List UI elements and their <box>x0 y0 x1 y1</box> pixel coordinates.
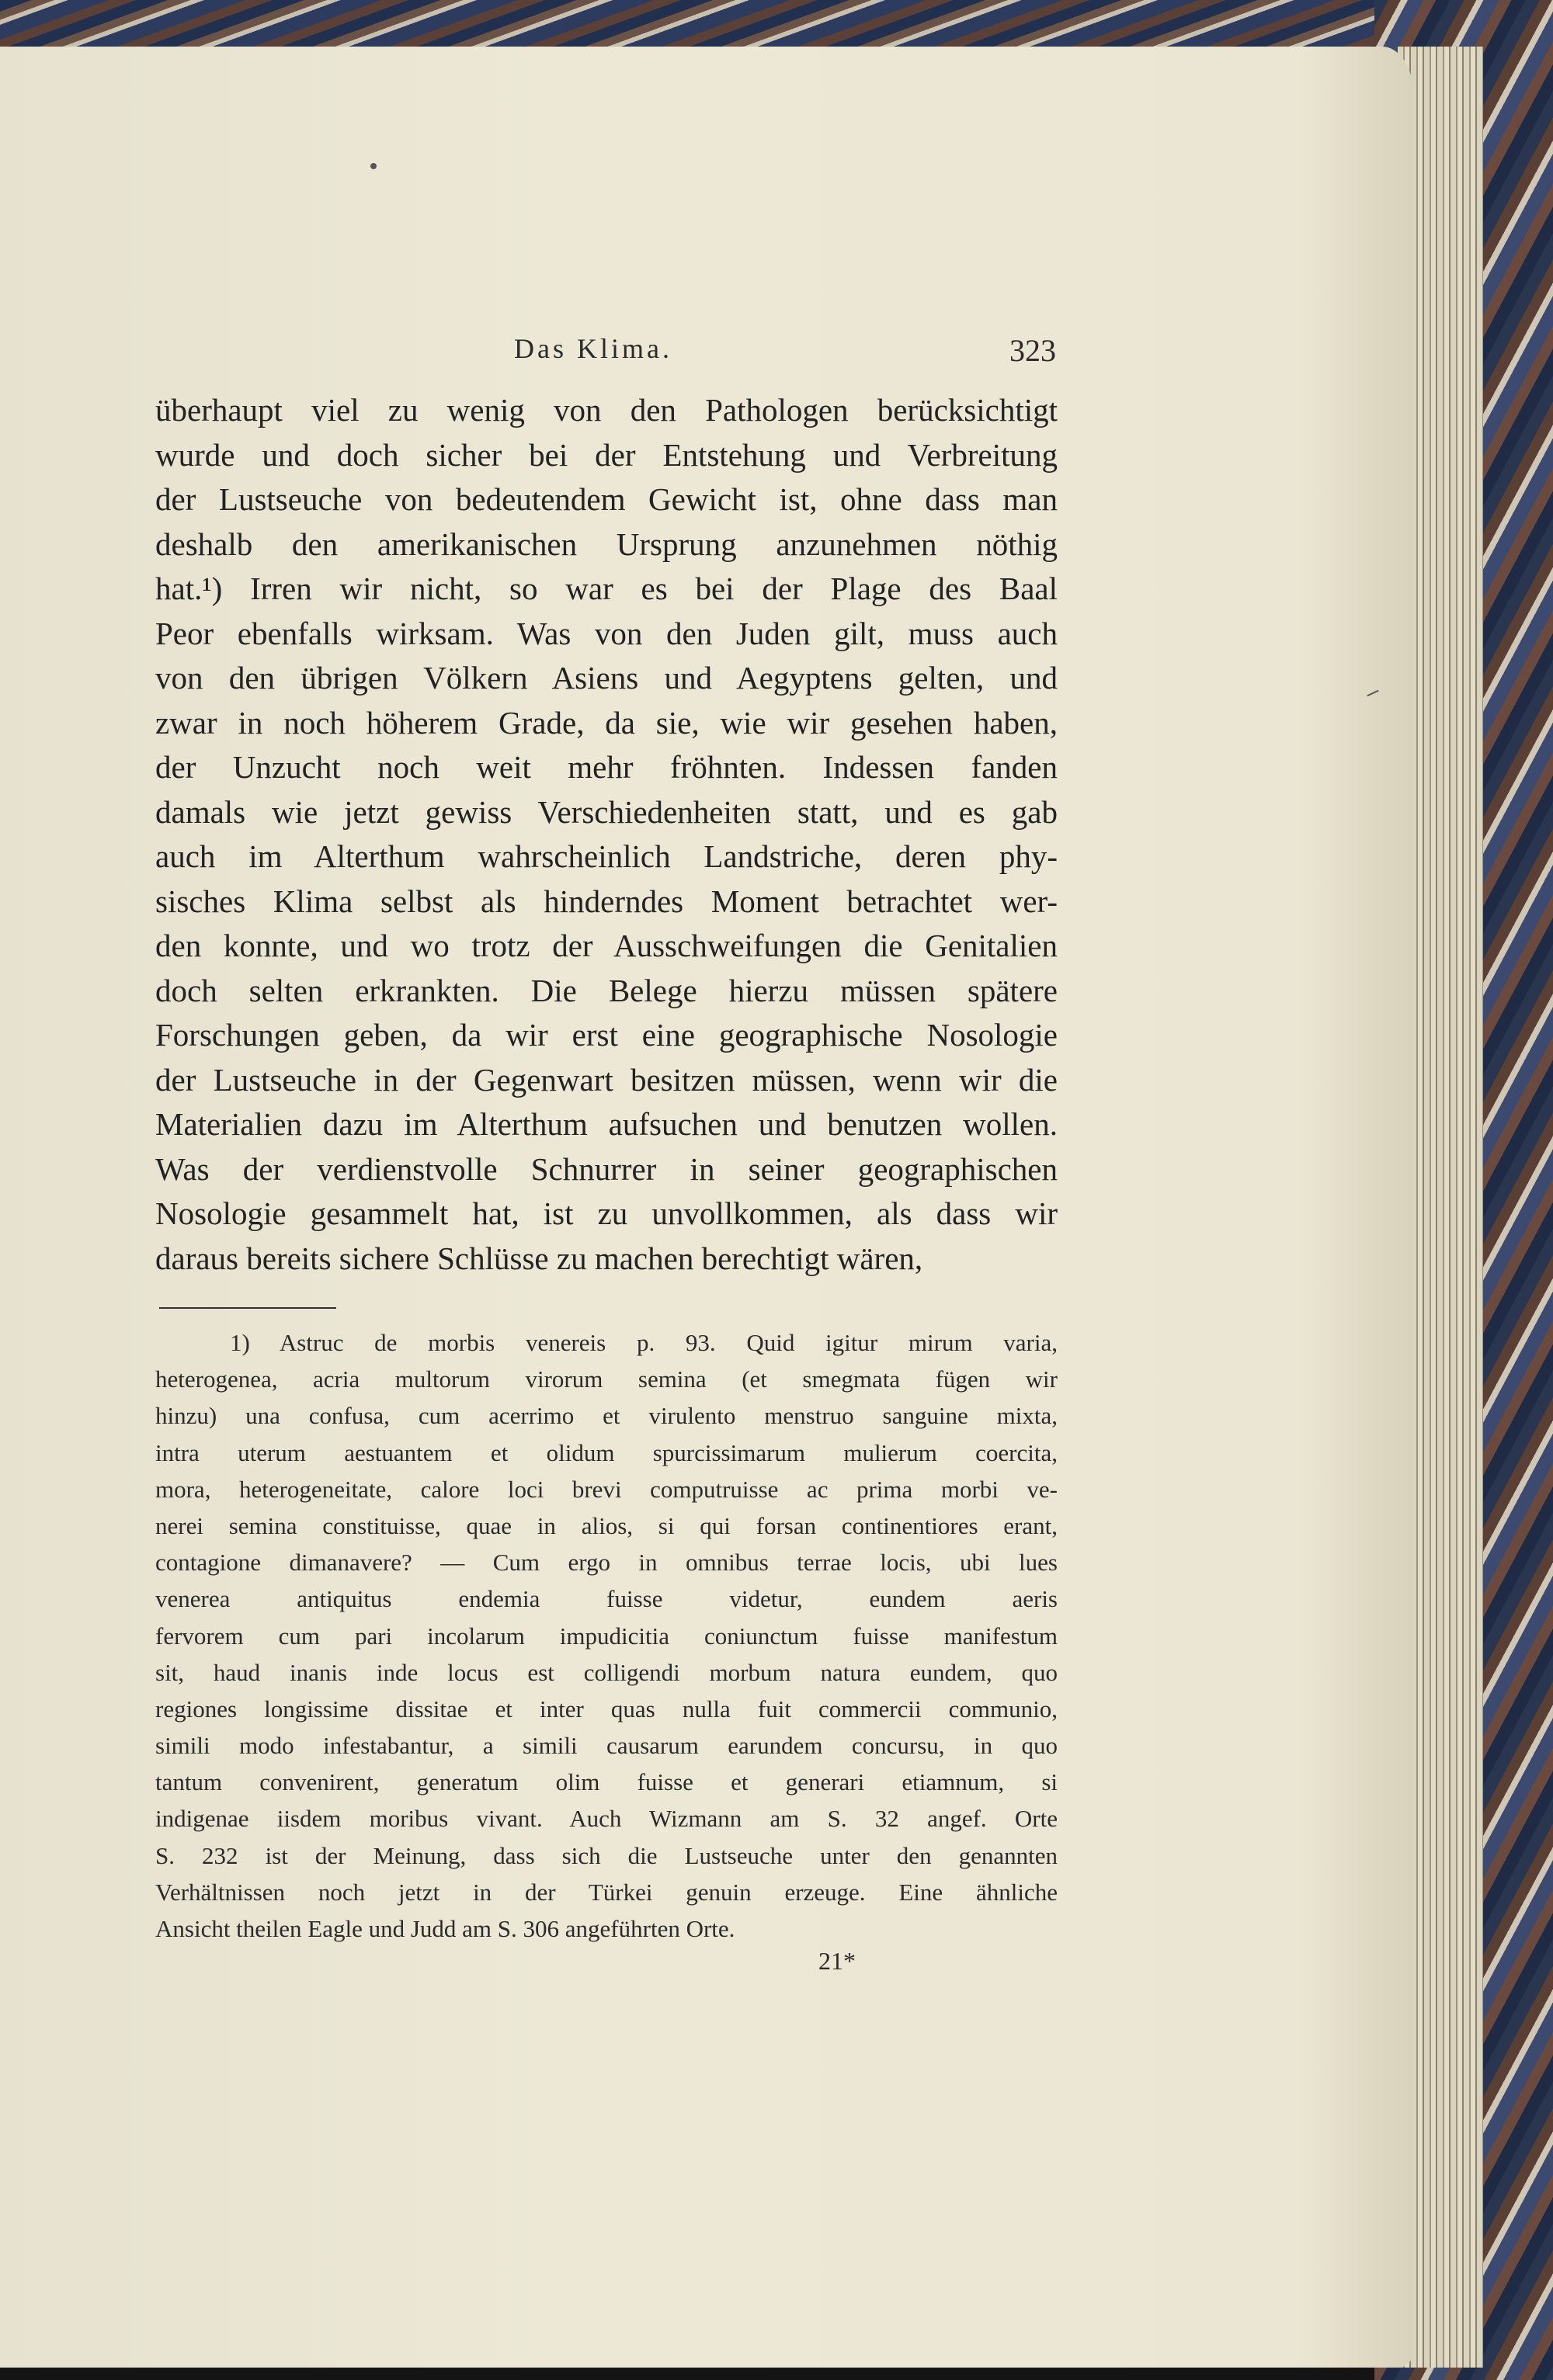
footnote-line: hinzu) una confusa, cum acerrimo et virulento menstruo sanguine mixta, <box>155 1402 1058 1430</box>
footnote-line: intra uterum aestuantem et olidum spurcissimarum mulierum coercita, <box>155 1438 1058 1466</box>
text-line: Was der verdienstvolle Schnurrer in seiner geographischen <box>155 1150 1058 1187</box>
footnote-line: indigenae iisdem moribus vivant. Auch Wizmann am S. 32 angef. Orte <box>155 1805 1058 1833</box>
footnote-line: heterogenea, acria multorum virorum semina (et smegmata fügen wir <box>155 1365 1058 1393</box>
main-text <box>155 388 1058 1281</box>
text-line: damals wie jetzt gewiss Verschiedenheiten statt, und es gab <box>155 793 1058 830</box>
text-line: auch im Alterthum wahrscheinlich Landstriche, deren phy- <box>155 838 1058 874</box>
text-line: zwar in noch höherem Grade, da sie, wie wir gesehen haben, <box>155 704 1058 741</box>
ink-speck <box>370 163 377 169</box>
text-line: sisches Klima selbst als hinderndes Moment betrachtet wer- <box>155 883 1058 919</box>
text-line: Nosologie gesammelt hat, ist zu unvollkommen, als dass wir <box>155 1195 1058 1231</box>
text-line: wurde und doch sicher bei der Entstehung und Verbreitung <box>155 436 1058 473</box>
text-line: der Lustseuche von bedeutendem Gewicht ist, ohne dass man <box>155 481 1058 517</box>
text-line: von den übrigen Völkern Asiens und Aegyptens gelten, und <box>155 660 1058 696</box>
text-line: doch selten erkrankten. Die Belege hierzu müssen spätere <box>155 972 1058 1008</box>
text-line: überhaupt viel zu wenig von den Pathologen berücksichtigt <box>155 392 1058 428</box>
footnote-line: Verhältnissen noch jetzt in der Türkei genuin erzeuge. Eine ähnliche <box>155 1878 1058 1906</box>
footnote-line: nerei semina constituisse, quae in alios, si qui forsan continentiores erant, <box>155 1511 1058 1539</box>
text-line: der Lustseuche in der Gegenwart besitzen müssen, wenn wir die <box>155 1061 1058 1098</box>
footnote-line: S. 232 ist der Meinung, dass sich die Lustseuche unter den genannten <box>155 1841 1058 1869</box>
footnote-rule <box>159 1307 336 1309</box>
text-line: hat.¹) Irren wir nicht, so war es bei der Plage des Baal <box>155 571 1058 606</box>
footnotes <box>155 1324 1058 1947</box>
footnote-line: venerea antiquitus endemia fuisse videtur, eundem aeris <box>155 1585 1058 1613</box>
footnote-line: tantum convenirent, generatum olim fuisse et generari etiamnum, si <box>155 1768 1058 1796</box>
text-line: deshalb den amerikanischen Ursprung anzunehmen nöthig <box>155 526 1058 562</box>
text-line: den konnte, und wo trotz der Ausschweifungen die Genitalien <box>155 928 1058 963</box>
text-line: Forschungen geben, da wir erst eine geographische Nosologie <box>155 1017 1058 1053</box>
running-head <box>155 332 1056 371</box>
signature-mark: 21* <box>818 1947 856 1975</box>
footnote-line: Ansicht theilen Eagle und Judd am S. 306 angeführten Orte. <box>155 1915 735 1942</box>
footnote-line: fervorem cum pari incolarum impudicitia coniunctum fuisse manifestum <box>155 1622 1058 1650</box>
footnote-line: mora, heterogeneitate, calore loci brevi computruisse ac prima morbi ve- <box>155 1475 1058 1503</box>
text-line: daraus bereits sichere Schlüsse zu machen berechtigt wären, <box>155 1240 923 1276</box>
running-head-title: Das Klima. <box>514 333 672 364</box>
text-line: Materialien dazu im Alterthum aufsuchen und benutzen wollen. <box>155 1106 1058 1142</box>
page-number: 323 <box>1009 333 1056 368</box>
footnote-line: simili modo infestabantur, a simili causarum earundem concursu, in quo <box>155 1732 1058 1760</box>
footnote-line: sit, haud inanis inde locus est colligendi morbum natura eundem, quo <box>155 1658 1058 1686</box>
text-line: Peor ebenfalls wirksam. Was von den Juden gilt, muss auch <box>155 615 1058 651</box>
footnote-line: contagione dimanavere? — Cum ergo in omnibus terrae locis, ubi lues <box>155 1549 1058 1577</box>
footnote-line: 1) Astruc de morbis venereis p. 93. Quid igitur mirum varia, <box>230 1329 1058 1356</box>
text-line: der Unzucht noch weit mehr fröhnten. Indessen fanden <box>155 749 1058 785</box>
footnote-line: regiones longissime dissitae et inter quas nulla fuit commercii communio, <box>155 1695 1058 1723</box>
